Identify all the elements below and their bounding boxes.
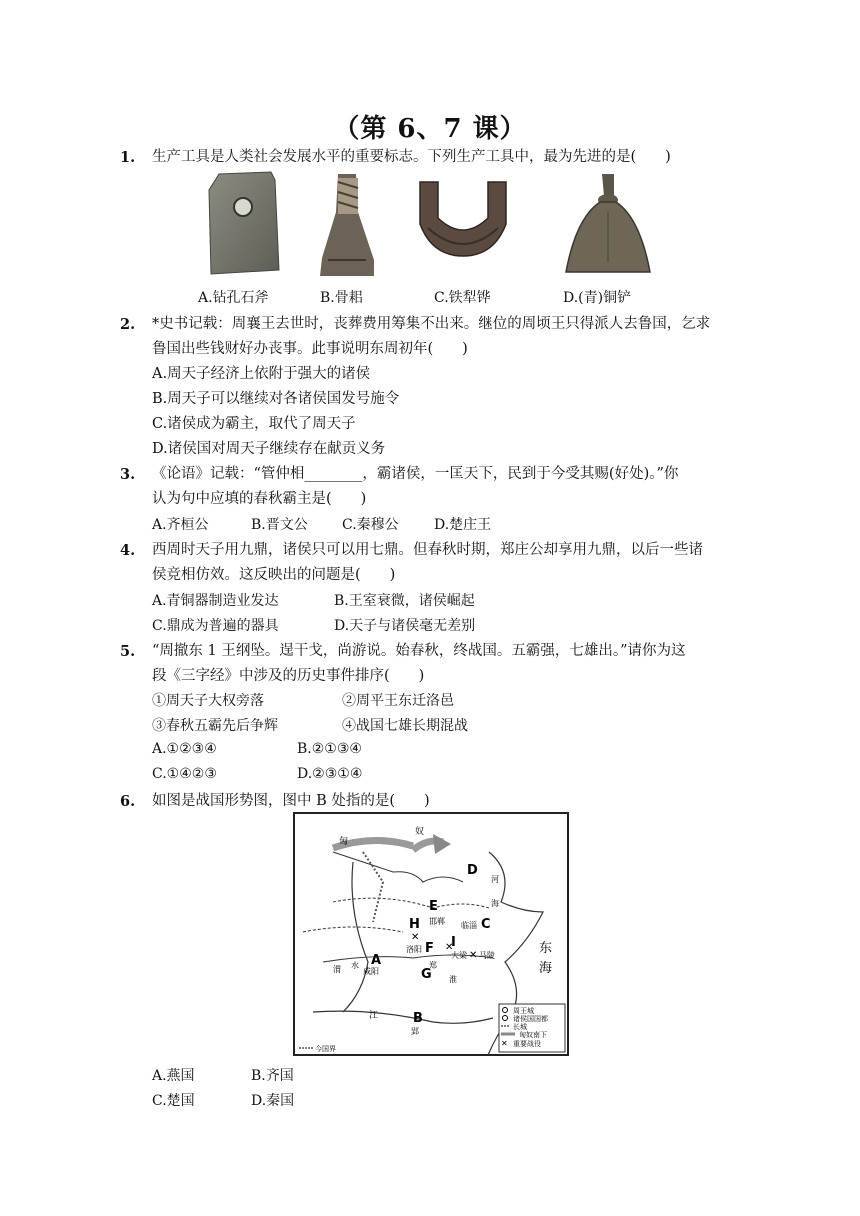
bone-spade-image bbox=[316, 172, 378, 284]
question-text: 鲁国出些钱财好办丧事。此事说明东周初年( ) bbox=[152, 341, 468, 357]
option-b[interactable]: B.骨耜 bbox=[320, 290, 363, 306]
iron-plowshare-image bbox=[414, 178, 512, 264]
question-text: 西周时天子用九鼎，诸侯只可以用七鼎。但春秋时期，郑庄公却享用九鼎，以后一些诸 bbox=[152, 542, 703, 558]
option-b[interactable]: B.齐国 bbox=[251, 1068, 294, 1084]
question-number: 4. bbox=[120, 542, 136, 559]
option-d[interactable]: D.楚庄王 bbox=[434, 517, 492, 533]
event-item: ①周天子大权旁落 bbox=[152, 693, 264, 709]
map-letter-i: I bbox=[451, 935, 456, 950]
map-letter-b: B bbox=[413, 1011, 423, 1026]
map-sea-bohai: 海 bbox=[491, 899, 499, 908]
question-number: 6. bbox=[120, 793, 136, 810]
option-c[interactable]: C.①④②③ bbox=[152, 766, 217, 782]
question-number: 1. bbox=[120, 149, 136, 166]
option-d[interactable]: D.②③①④ bbox=[297, 766, 363, 782]
question-text: 生产工具是人类社会发展水平的重要标志。下列生产工具中，最为先进的是( ) bbox=[152, 149, 671, 165]
event-item: ④战国七雄长期混战 bbox=[342, 718, 468, 734]
map-river-jiang: 江 bbox=[369, 1011, 379, 1021]
legend-battle: 重要战役 bbox=[513, 1040, 541, 1048]
question-number: 3. bbox=[120, 466, 136, 483]
option-c[interactable]: C.铁犁铧 bbox=[434, 290, 491, 306]
map-river-huai: 淮 bbox=[449, 975, 457, 984]
option-d[interactable]: D.诸侯国对周天子继续存在献贡义务 bbox=[152, 441, 386, 457]
map-place-handan: 邯郸 bbox=[429, 917, 445, 926]
option-b[interactable]: B.②①③④ bbox=[297, 741, 362, 757]
question-text: 如图是战国形势图，图中 B 处指的是( ) bbox=[152, 793, 430, 809]
legend-xiongnu-south: 匈奴南下 bbox=[519, 1031, 547, 1039]
option-d[interactable]: D.(青)铜铲 bbox=[563, 290, 632, 306]
option-a[interactable]: A.周天子经济上依附于强大的诸侯 bbox=[152, 366, 371, 382]
map-river-he: 河 bbox=[491, 875, 499, 884]
question-text: 侯竞相仿效。这反映出的问题是( ) bbox=[152, 567, 396, 583]
warring-states-map bbox=[293, 812, 569, 1056]
page-title: （第 6、7 课） bbox=[333, 114, 527, 144]
option-a[interactable]: A.燕国 bbox=[152, 1068, 195, 1084]
option-c[interactable]: C.诸侯成为霸主，取代了周天子 bbox=[152, 416, 356, 432]
question-text: “周撤东 1 王纲坠。逞干戈，尚游说。始春秋，终战国。五霸强，七雄出。”请你为这 bbox=[152, 643, 686, 659]
legend-capital: 诸侯国国都 bbox=[513, 1015, 548, 1023]
option-b[interactable]: B.晋文公 bbox=[251, 517, 308, 533]
option-a[interactable]: A.①②③④ bbox=[152, 741, 217, 757]
map-place-maling: 马陵 bbox=[479, 951, 495, 960]
option-d[interactable]: D.秦国 bbox=[251, 1093, 295, 1109]
question-text: *史书记载：周襄王去世时，丧葬费用筹集不出来。继位的周顷王只得派人去鲁国，乞求 bbox=[152, 316, 711, 332]
map-letter-a: A bbox=[371, 953, 382, 968]
option-b[interactable]: B.王室衰微，诸侯崛起 bbox=[334, 593, 475, 609]
map-letter-f: F bbox=[425, 941, 434, 956]
question-number: 2. bbox=[120, 316, 136, 333]
stone-axe-image bbox=[205, 170, 283, 284]
option-c[interactable]: C.楚国 bbox=[152, 1093, 195, 1109]
option-a[interactable]: A.钻孔石斧 bbox=[198, 290, 269, 306]
map-sea-hai: 海 bbox=[539, 961, 553, 976]
map-place-daliang: 大梁 bbox=[451, 951, 467, 960]
map-label-nu: 奴 bbox=[415, 827, 425, 837]
legend-zhou-city: 周王城 bbox=[513, 1007, 534, 1015]
option-b[interactable]: B.周天子可以继续对各诸侯国发号施令 bbox=[152, 391, 400, 407]
option-d[interactable]: D.天子与诸侯毫无差别 bbox=[334, 618, 476, 634]
svg-text:✕: ✕ bbox=[411, 932, 420, 943]
map-river-shui: 水 bbox=[351, 961, 359, 970]
option-a[interactable]: A.齐桓公 bbox=[152, 517, 209, 533]
svg-text:✕: ✕ bbox=[501, 1039, 508, 1048]
map-letter-c: C bbox=[481, 917, 491, 932]
map-letter-g: G bbox=[421, 967, 432, 982]
map-place-ying: 郢 bbox=[411, 1027, 419, 1036]
option-a[interactable]: A.青铜器制造业发达 bbox=[152, 593, 279, 609]
map-sea-dong: 东 bbox=[539, 941, 553, 956]
map-place-xianyang: 咸阳 bbox=[363, 967, 379, 976]
map-letter-h: H bbox=[409, 917, 420, 932]
question-text: 《论语》记载：“管仲相________，霸诸侯，一匡天下，民到于今受其赐(好处)。”你 bbox=[152, 466, 679, 482]
option-c[interactable]: C.秦穆公 bbox=[342, 517, 399, 533]
map-place-linzi: 临淄 bbox=[461, 921, 477, 930]
event-item: ③春秋五霸先后争辉 bbox=[152, 718, 278, 734]
map-letter-d: D bbox=[467, 863, 478, 878]
map-place-zheng: 郑 bbox=[429, 961, 437, 970]
question-text: 段《三字经》中涉及的历史事件排序( ) bbox=[152, 668, 425, 684]
bronze-shovel-image bbox=[560, 172, 656, 282]
legend-border: 今国界 bbox=[315, 1045, 336, 1053]
svg-text:✕: ✕ bbox=[445, 942, 454, 953]
map-letter-e: E bbox=[429, 899, 438, 914]
option-c[interactable]: C.鼎成为普遍的器具 bbox=[152, 618, 279, 634]
svg-text:✕: ✕ bbox=[469, 950, 478, 961]
map-river-wei: 渭 bbox=[333, 965, 341, 974]
map-label-xiong: 匈 bbox=[339, 837, 349, 847]
map-place-luoyang: 洛阳 bbox=[406, 945, 422, 954]
question-text: 认为句中应填的春秋霸主是( ) bbox=[152, 491, 367, 507]
question-number: 5. bbox=[120, 643, 136, 660]
legend-great-wall: 长城 bbox=[513, 1023, 527, 1031]
event-item: ②周平王东迁洛邑 bbox=[342, 693, 454, 709]
